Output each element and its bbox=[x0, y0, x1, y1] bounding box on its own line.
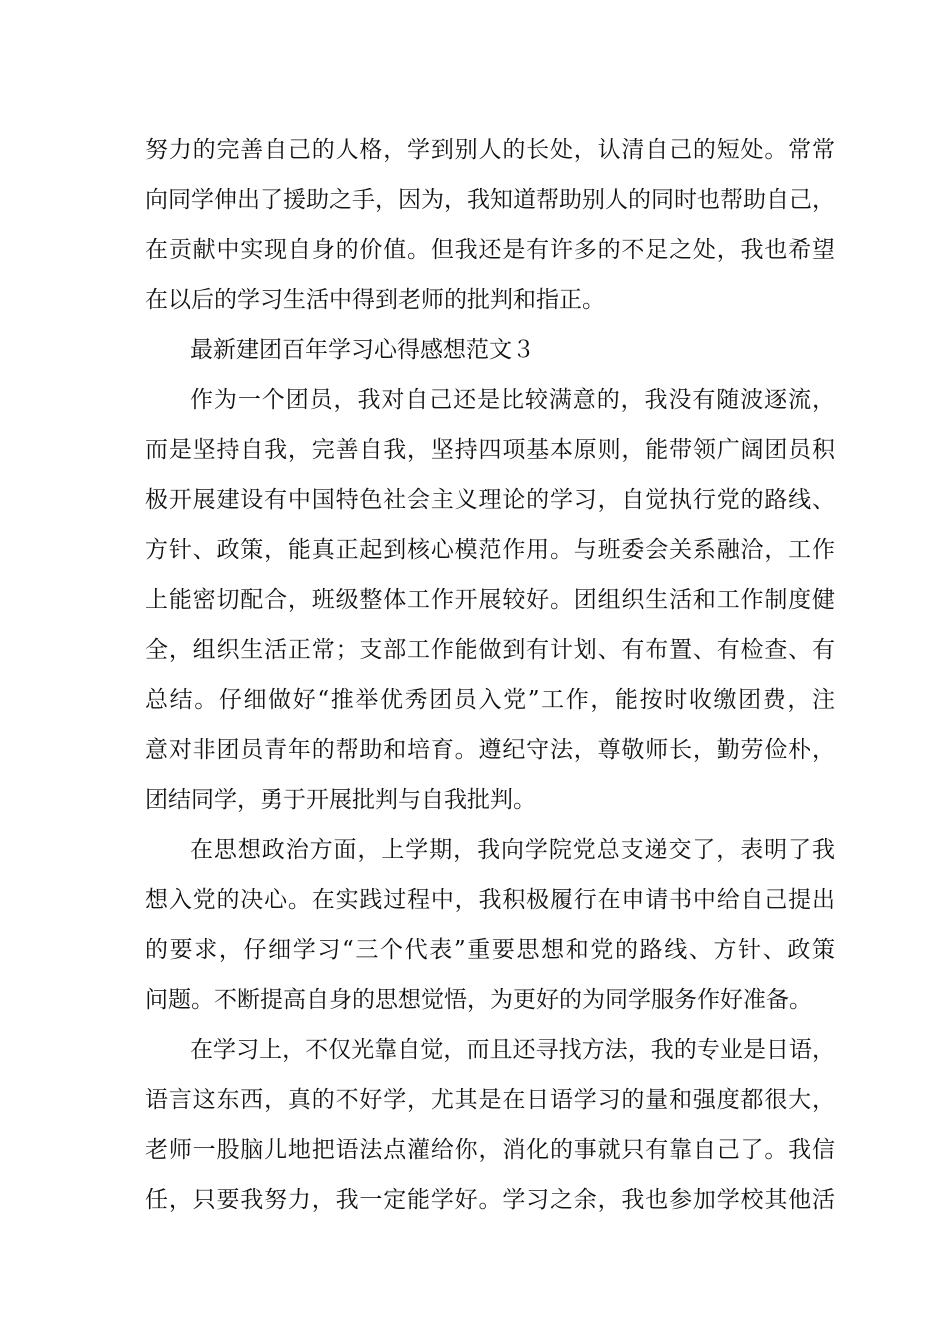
body-text-line: 向同学伸出了援助之手，因为，我知道帮助别人的同时也帮助自己， bbox=[145, 187, 835, 213]
body-text-line: 在贡献中实现自身的价值。但我还是有许多的不足之处，我也希望 bbox=[145, 237, 835, 263]
body-text-line: 问题。不断提高自身的思想觉悟，为更好的为同学服务作好准备。 bbox=[145, 987, 812, 1013]
paragraph-first-line: 在学习上，不仅光靠自觉，而且还寻找方法，我的专业是日语， bbox=[190, 1037, 835, 1063]
body-text-line: 任，只要我努力，我一定能学好。学习之余，我也参加学校其他活 bbox=[145, 1187, 835, 1213]
section-heading: 最新建团百年学习心得感想范文３ bbox=[190, 337, 535, 363]
body-text-line: 方针、政策，能真正起到核心模范作用。与班委会关系融洽，工作 bbox=[145, 537, 835, 563]
body-text-line: 意对非团员青年的帮助和培育。遵纪守法，尊敬师长，勤劳俭朴， bbox=[145, 737, 835, 763]
paragraph-first-line: 在思想政治方面，上学期，我向学院党总支递交了，表明了我 bbox=[190, 837, 835, 863]
body-text-line: 努力的完善自己的人格，学到别人的长处，认清自己的短处。常常 bbox=[145, 137, 835, 163]
body-text-line: 语言这东西，真的不好学，尤其是在日语学习的量和强度都很大， bbox=[145, 1087, 835, 1113]
body-text-line: 在以后的学习生活中得到老师的批判和指正。 bbox=[145, 287, 605, 313]
body-text-line: 老师一股脑儿地把语法点灌给你，消化的事就只有靠自己了。我信 bbox=[145, 1137, 835, 1163]
paragraph-first-line: 作为一个团员，我对自己还是比较满意的，我没有随波逐流， bbox=[190, 387, 835, 413]
body-text-line: 极开展建设有中国特色社会主义理论的学习，自觉执行党的路线、 bbox=[145, 487, 835, 513]
body-text-line: 全，组织生活正常；支部工作能做到有计划、有布置、有检查、有 bbox=[145, 637, 835, 663]
body-text-line: 团结同学，勇于开展批判与自我批判。 bbox=[145, 787, 536, 813]
body-text-line: 上能密切配合，班级整体工作开展较好。团组织生活和工作制度健 bbox=[145, 587, 835, 613]
body-text-line: 的要求，仔细学习“三个代表”重要思想和党的路线、方针、政策 bbox=[145, 937, 835, 963]
body-text-line: 而是坚持自我，完善自我，坚持四项基本原则，能带领广阔团员积 bbox=[145, 437, 835, 463]
body-text-line: 总结。仔细做好“推举优秀团员入党”工作，能按时收缴团费，注 bbox=[145, 687, 835, 713]
body-text-line: 想入党的决心。在实践过程中，我积极履行在申请书中给自己提出 bbox=[145, 887, 835, 913]
